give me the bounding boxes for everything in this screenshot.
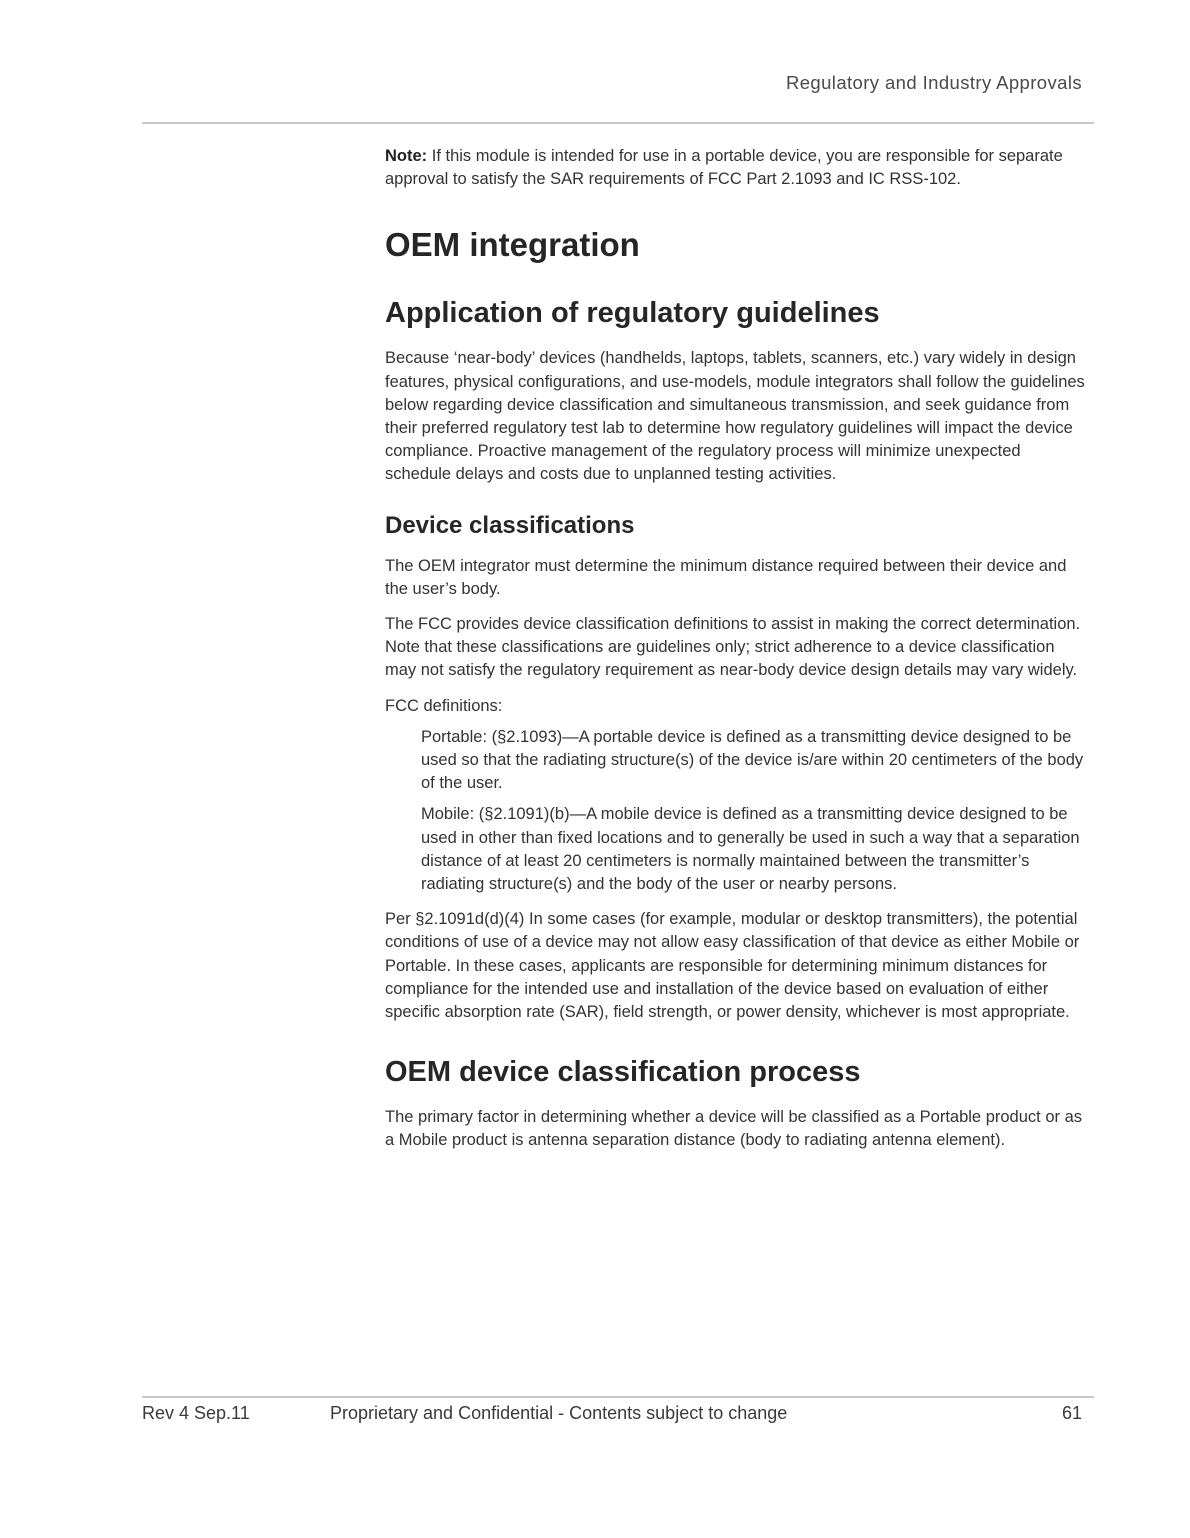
heading-oem-integration: OEM integration xyxy=(385,226,640,264)
footer-rule xyxy=(142,1396,1094,1398)
footer-confidential: Proprietary and Confidential - Contents subject to change xyxy=(330,1403,788,1423)
heading-classification-process: OEM device classification process xyxy=(385,1056,861,1089)
device-class-para-2: The FCC provides device classification definitions to assist in making the correct determination. Note that these classifications are guidelines only; strict adherence to a device classification may not satisfy the regulatory requirement as near-body device design details may vary widely. xyxy=(385,615,1081,680)
header-rule xyxy=(142,122,1094,124)
footer-revision: Rev 4 Sep.11 xyxy=(142,1403,250,1423)
note-text: If this module is intended for use in a portable device, you are responsible for separate approval to satisfy the SAR requirements of FCC Part 2.1093 and IC RSS-102. xyxy=(385,147,1063,189)
per-section-paragraph: Per §2.1091d(d)(4) In some cases (for example, modular or desktop transmitters), the potential conditions of use of a device may not allow easy classification of that device as either Mobile or Portable. In these cases, applicants are responsible for determining minimum distances for compliance for the intended use and installation of the device based on evaluation of either specific absorption rate (SAR), field strength, or power density, whichever is most appropriate. xyxy=(385,910,1080,1022)
heading-application-guidelines: Application of regulatory guidelines xyxy=(385,297,880,330)
note-label: Note: xyxy=(385,147,428,165)
mobile-definition: Mobile: (§2.1091)(b)—A mobile device is defined as a transmitting device designed to be used in other than fixed locations and to generally be used in such a way that a separation distance of at least 20 centimeters is normally maintained between the transmitter’s radiating structure(s) and the body of the user or nearby persons. xyxy=(421,805,1080,894)
device-class-para-1: The OEM integrator must determine the minimum distance required between their device and the user’s body. xyxy=(385,556,1067,598)
application-body: Because ‘near-body’ devices (handhelds, laptops, tablets, scanners, etc.) vary widely in design features, physical configurations, and use-models, module integrators shall follow the guidelines below regarding device classification and simultaneous transmission, and seek guidance from their preferred regulatory test lab to determine how regulatory guidelines will impact the device compliance. Proactive management of the regulatory process will minimize unexpected schedule delays and costs due to unplanned testing activities. xyxy=(385,349,1085,484)
running-header-title: Regulatory and Industry Approvals xyxy=(785,72,1082,93)
note-paragraph xyxy=(385,145,1085,191)
portable-definition: Portable: (§2.1093)—A portable device is defined as a transmitting device designed to be used so that the radiating structure(s) of the device is/are within 20 centimeters of the body of the user. xyxy=(421,727,1084,793)
process-body: The primary factor in determining whether a device will be classified as a Portable product or as a Mobile product is antenna separation distance (body to radiating antenna element). xyxy=(385,1108,1082,1150)
fcc-definitions-label: FCC definitions: xyxy=(385,696,503,715)
heading-device-classifications: Device classifications xyxy=(385,511,635,539)
footer-page-number: 61 xyxy=(1061,1403,1082,1423)
page-content xyxy=(385,145,1085,1153)
